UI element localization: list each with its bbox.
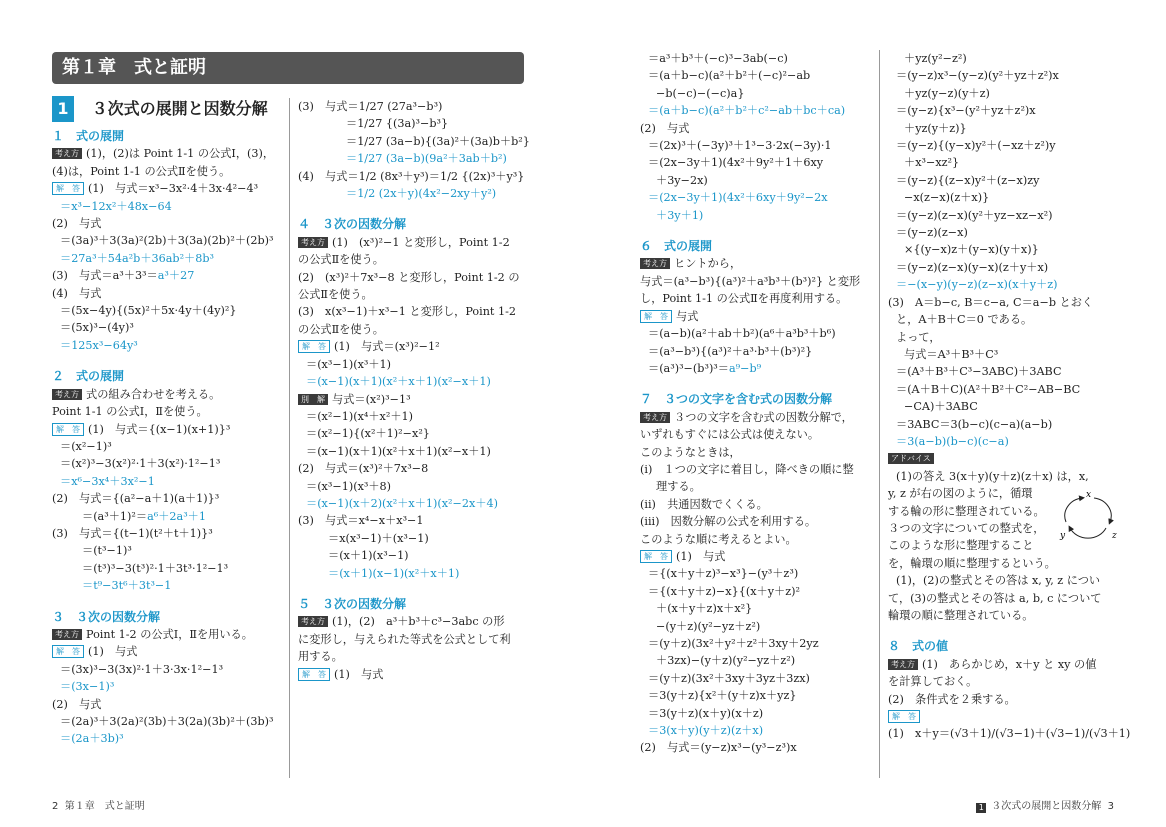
line-text: (1) 与式 [334, 667, 384, 681]
text-line: ＝(2x)³＋(−3y)³＋1³−3·2x(−3y)·1 [648, 139, 832, 153]
text-line: ＝(3a)³＋3(3a)²(2b)＋3(3a)(2b)²＋(2b)³ [60, 234, 274, 248]
answer-text: a³＋27 [157, 269, 195, 283]
text-line: (3) A＝b−c, B＝c−a, C＝a−b とおく [888, 295, 1094, 309]
text-line: (2) 条件式を２乗する。 [888, 692, 1016, 706]
spacer [640, 224, 872, 238]
cycle-arrow-zy [1070, 528, 1106, 538]
line-text: 式の組み合わせを考える。 [86, 387, 221, 401]
labeled-line [298, 391, 530, 408]
problem-heading [52, 128, 288, 145]
text-line: このような順に考えるとよい。 [640, 532, 797, 546]
text-line: 用する。 [298, 650, 343, 664]
text-line: ＝3(y＋z)(x＋y)(x＋z) [648, 706, 764, 720]
text-line: 公式Ⅱを使う。 [298, 288, 373, 302]
labeled-line [298, 234, 530, 251]
text-line: (2) 与式 [52, 697, 102, 711]
text-line: (3) x(x³−1)＋x³−1 と変形し，Point 1-2 [298, 305, 516, 319]
text-line: (3) 与式＝1/27 (27a³−b³) [298, 100, 443, 113]
labeled-line [52, 145, 288, 162]
text-line: ＋3zx)−(y＋z)(y²−yz＋z²) [656, 654, 796, 668]
labeled-line [888, 656, 1120, 673]
section-number-badge: 1 [52, 96, 74, 122]
footer-right-page-number: 3 [1107, 801, 1114, 812]
text-line: ＋yz(y＋z)} [904, 121, 967, 135]
footer-right [976, 797, 1114, 813]
cycle-label-z: z [1112, 531, 1117, 540]
answer-line: ＝(2x−3y＋1)(4x²＋6xy＋9y²−2x [648, 191, 828, 205]
labeled-line [640, 308, 872, 325]
answer-line: ＝(3x−1)³ [60, 680, 115, 694]
text-line: する輪の形に整理されている。 [888, 504, 1045, 518]
text-line: (1)の答え 3(x＋y)(y＋z)(z＋x) は，x, [896, 469, 1089, 483]
text-line: ＋x³−xz²} [904, 156, 960, 170]
text-line: ３つの文字についての整式を， [888, 521, 1045, 535]
text-line: このようなときは， [640, 445, 741, 459]
text-line: いずれもすぐには公式は使えない。 [640, 428, 820, 442]
line-text: (1)，(2) a³＋b³＋c³−3abc の形 [332, 615, 505, 629]
column-divider-left [289, 98, 290, 778]
labeled-line [298, 338, 530, 355]
text-line: ＝(x²)³−3(x²)²·1＋3(x²)·1²−1³ [60, 457, 221, 471]
equation-line [52, 267, 288, 284]
text-line: (2) 与式 [52, 217, 102, 231]
section-title [52, 96, 268, 122]
spacer [888, 624, 1120, 638]
labeled-line [888, 708, 1120, 725]
text-line: よって， [896, 330, 941, 344]
spacer [298, 202, 530, 216]
labeled-line [52, 643, 288, 660]
answer-line: ＝t⁹−3t⁶＋3t³−1 [82, 579, 172, 593]
text-line: ＝(y−z)(z−x)(y−x)(z＋y＋x) [896, 260, 1049, 274]
answer-line: ＝−(x−y)(y−z)(z−x)(x＋y＋z) [896, 278, 1058, 292]
label-tag: 考え方 [298, 616, 328, 627]
text-line: と，A＋B＋C＝0 である。 [896, 313, 1033, 327]
labeled-line [640, 255, 872, 272]
problem-heading [888, 638, 1120, 655]
answer-line: ＝(x＋1)(x−1)(x²＋x＋1) [328, 566, 460, 580]
text-line: (2) (x³)²＋7x³−8 と変形し，Point 1-2 の [298, 270, 520, 284]
text-line: ＝3ABC＝3(b−c)(c−a)(a−b) [896, 417, 1053, 431]
text-line: に変形し，与えられた等式を公式として利 [298, 632, 511, 646]
equation-line [640, 360, 872, 377]
cycle-label-y: y [1060, 531, 1066, 540]
text-line: ＋yz(y−z)(y＋z) [904, 86, 990, 100]
text-line: ＝(a−b)(a²＋ab＋b²)(a⁶＋a³b³＋b⁶) [648, 327, 836, 341]
chapter-title: 第１章 式と証明 [62, 57, 206, 78]
label-tag: 解 答 [888, 710, 920, 723]
answer-text: a⁶＋2a³＋1 [147, 509, 206, 523]
text-line: ＝(x²−1)³ [60, 439, 112, 453]
text-line: ＝3(y＋z){x²＋(y＋z)x＋yz} [648, 689, 797, 703]
line-text: (1) (x³)²−1 と変形し，Point 1-2 [332, 235, 510, 249]
text-line: (3) 与式＝x⁴−x＋x³−1 [298, 514, 424, 528]
text-line: ×{(y−x)z＋(y−x)(y＋x)} [904, 243, 1039, 257]
text-line: ＝(x²−1)(x⁴＋x²＋1) [306, 409, 414, 423]
text-line: ＝{(x＋y＋z)−x}{(x＋y＋z)² [648, 584, 800, 598]
answer-line: ＋3y＋1) [656, 208, 704, 222]
text-line: ＝(x³−1)(x³＋1) [306, 357, 392, 371]
problem-heading-text: ３ ３次の因数分解 [52, 609, 161, 624]
problem-heading-text: ２ 式の展開 [52, 369, 125, 384]
problem-heading [52, 609, 288, 626]
text-line: ＝(y−z){(y−x)y²＋(−xz＋z²)y [896, 139, 1056, 153]
text-line: −b(−c)−(−c)a} [656, 86, 745, 100]
spacer [52, 595, 288, 609]
text-line: 与式＝A³＋B³＋C³ [904, 347, 999, 361]
answer-line: ＝3(x＋y)(y＋z)(z＋x) [648, 724, 764, 738]
cycle-label-x: x [1086, 490, 1092, 500]
text-line: ＝{(x＋y＋z)³−x³}−(y³＋z³) [648, 567, 799, 581]
text-line: (ii) 共通因数でくくる。 [640, 497, 768, 511]
problem-heading [52, 368, 288, 385]
text-line: ＝(y−z)(z−x)(y²＋yz−xz−x²) [896, 208, 1053, 222]
label-tag: 考え方 [52, 389, 82, 400]
label-tag: 考え方 [298, 237, 328, 248]
label-tag: 考え方 [640, 412, 670, 423]
answer-line: ＝x³−12x²＋48x−64 [60, 199, 172, 213]
text-line: ＝(a＋b−c)(a²＋b²＋(−c)²−ab [648, 69, 811, 83]
line-text: (1)，(2)は Point 1-1 の公式Ⅰ，(3)， [86, 147, 275, 161]
line-text: (1) あらかじめ，x＋y と xy の値 [922, 657, 1097, 671]
label-tag: 解 答 [640, 310, 672, 323]
line-text: ３つの文字を含む式の因数分解で， [674, 410, 853, 424]
line-text: (1) 与式＝(x³)²−1² [334, 340, 440, 354]
text-line: ＝(x−1)(x＋1)(x²＋x＋1)(x²−x＋1) [306, 444, 491, 458]
answer-line: ＝(x−1)(x＋2)(x²＋x＋1)(x²−2x＋4) [306, 496, 499, 510]
footer-left [52, 797, 145, 812]
text-line: ＝(x³−1)(x³＋8) [306, 479, 392, 493]
column-1 [52, 128, 288, 748]
text-line: y, z が右の図のように，循環 [888, 487, 1033, 501]
text-line: の公式Ⅱを使う。 [298, 322, 384, 336]
labeled-line [298, 613, 530, 630]
labeled-line [52, 626, 288, 643]
text-line: (4) 与式＝1/2 (8x³＋y³)＝1/2 {(2x)³＋y³} [298, 169, 525, 183]
text-line: ＝(y−z)x³−(y−z)(y²＋yz＋z²)x [896, 69, 1059, 83]
cycle-arrow-xz [1094, 498, 1111, 522]
text-line: 理する。 [656, 480, 701, 494]
section-title-text: ３次式の展開と因数分解 [91, 99, 268, 118]
column-3 [640, 50, 872, 757]
cycle-arrow-yx [1065, 498, 1082, 522]
text-line: 輪環の順に整理されている。 [888, 609, 1034, 622]
line-text: (1) 与式 [88, 645, 138, 659]
text-line: ＝(y−z)(z−x) [896, 226, 968, 240]
text-line: ＝(y−z){x³−(y²＋yz＋z²)x [896, 104, 1036, 118]
problem-heading-text: ８ 式の値 [888, 639, 949, 654]
label-tag: 別 解 [298, 394, 328, 405]
label-tag: 解 答 [298, 668, 330, 681]
text-line: (2) 与式＝(x³)²＋7x³−8 [298, 462, 429, 476]
answer-line: ＝27a³＋54a²b＋36ab²＋8b³ [60, 251, 215, 265]
problem-heading-text: ５ ３次の因数分解 [298, 596, 407, 611]
spacer [298, 582, 530, 596]
text-line: ＝(y＋z)(3x²＋3xy＋3yz＋3zx) [648, 671, 810, 685]
problem-heading-text: ４ ３次の因数分解 [298, 217, 407, 232]
labeled-line [298, 666, 530, 683]
text-line: (iii) 因数分解の公式を利用する。 [640, 515, 817, 529]
labeled-line [888, 450, 1120, 467]
equation-text: ＝(a³)³−(b³)³＝ [648, 361, 729, 375]
problem-heading-text: １ 式の展開 [52, 129, 125, 143]
label-tag: 考え方 [52, 148, 82, 159]
answer-line: ＝(x−1)(x＋1)(x²＋x＋1)(x²−x＋1) [306, 375, 491, 389]
answer-line: ＝(a＋b−c)(a²＋b²＋c²−ab＋bc＋ca) [648, 104, 846, 118]
text-line: (4)は，Point 1-1 の公式Ⅱを使う。 [52, 164, 231, 178]
text-line: て，(3)の整式とその答は a, b, c について [888, 591, 1102, 605]
answer-line: ＝125x³−64y³ [60, 338, 138, 352]
problem-heading [640, 391, 872, 408]
text-line: ＝x(x³−1)＋(x³−1) [328, 531, 429, 545]
labeled-line [52, 386, 288, 403]
label-tag: アドバイス [888, 453, 934, 464]
line-text: Point 1-2 の公式Ⅰ，Ⅱを用いる。 [86, 627, 253, 641]
text-line: ＝1/27 {(3a)³−b³} [346, 117, 449, 131]
text-line: (2) 与式＝{(a²−a＋1)(a＋1)}³ [52, 492, 220, 506]
text-line: (2) 与式 [640, 121, 690, 135]
label-tag: 解 答 [640, 550, 672, 563]
labeled-line [52, 421, 288, 438]
text-line: ＝(t³)³−3(t³)²·1＋3t³·1²−1³ [82, 561, 229, 575]
label-tag: 考え方 [640, 258, 670, 269]
labeled-line [640, 548, 872, 565]
text-line: を，輪環の順に整理するという。 [888, 556, 1056, 570]
equation-text: (3) 与式＝a³＋3³＝ [52, 269, 158, 283]
text-line: 与式＝(a³−b³){(a³)²＋a³b³＋(b³)²} と変形 [640, 274, 861, 288]
column-2 [298, 98, 530, 683]
answer-line: ＝1/2 (2x＋y)(4x²−2xy＋y²) [346, 187, 497, 201]
footer-left-chapter: 第１章 式と証明 [64, 801, 145, 812]
text-line: (1) x＋y＝(√3＋1)/(√3−1)＋(√3−1)/(√3＋1) [888, 727, 1131, 741]
problem-heading [640, 238, 872, 255]
text-line: ＝(5x)³−(4y)³ [60, 321, 134, 335]
labeled-line [52, 180, 288, 197]
line-text: (1) 与式＝x³−3x²·4＋3x·4²−4³ [88, 182, 259, 196]
text-line: ＋yz(y²−z²) [904, 52, 967, 65]
problem-heading-text: ７ ３つの文字を含む式の因数分解 [640, 392, 833, 407]
text-line: ＝(y＋z)(3x²＋y²＋z²＋3xy＋2yz [648, 637, 819, 650]
label-tag: 解 答 [52, 182, 84, 195]
text-line: ＝(x＋1)(x³−1) [328, 549, 409, 563]
equation-line [52, 508, 288, 525]
line-text: (1) 与式 [676, 549, 726, 563]
column-4 [888, 50, 1131, 743]
equation-text: ＝(a³＋1)²＝ [82, 509, 148, 523]
text-line: ＋3y−2x) [656, 173, 708, 187]
line-text: ヒントから， [674, 257, 742, 271]
text-line: ＝(2a)³＋3(2a)²(3b)＋3(2a)(3b)²＋(3b)³ [60, 715, 274, 728]
text-line: −(y＋z)(y²−yz＋z²) [656, 619, 761, 633]
text-line: −x(z−x)(z＋x)} [904, 191, 990, 205]
text-line: ＝(2x−3y＋1)(4x²＋9y²＋1＋6xy [648, 156, 824, 170]
label-tag: 解 答 [298, 340, 330, 353]
text-line: (1)，(2)の整式とその答は x, y, z につい [896, 574, 1101, 588]
spacer [52, 354, 288, 368]
line-text: (1) 与式＝{(x−1)(x+1)}³ [88, 422, 231, 436]
problem-heading-text: ６ 式の展開 [640, 239, 713, 254]
text-line: ＝(5x−4y){(5x)²＋5x·4y＋(4y)²} [60, 304, 237, 318]
text-line: (4) 与式 [52, 286, 102, 300]
answer-text: a⁹−b⁹ [728, 361, 762, 375]
text-line: このような形に整理すること [888, 539, 1034, 553]
problem-heading [298, 216, 530, 233]
text-line: −CA)＋3ABC [904, 400, 978, 414]
text-line: ＋(x＋y＋z)x＋x²} [656, 602, 753, 616]
footer-section-badge: 1 [976, 803, 986, 813]
text-line: の公式Ⅱを使う。 [298, 253, 384, 267]
footer-right-section: ３次式の展開と因数分解 [991, 801, 1102, 812]
text-line: ＝(t³−1)³ [82, 544, 132, 558]
text-line: ＝(x²−1){(x²＋1)²−x²} [306, 427, 430, 441]
answer-line: ＝1/27 (3a−b)(9a²＋3ab＋b²) [346, 152, 507, 166]
text-line: ＝(a³−b³){(a³)²＋a³·b³＋(b³)²} [648, 344, 813, 358]
text-line: ＝(A＋B＋C)(A²＋B²＋C²−AB−BC [896, 382, 1081, 396]
answer-line: ＝3(a−b)(b−c)(c−a) [896, 434, 1009, 448]
text-line: ＝(3x)³−3(3x)²·1＋3·3x·1²−1³ [60, 662, 224, 676]
cycle-diagram [1058, 488, 1120, 540]
label-tag: 考え方 [52, 629, 82, 640]
text-line: を計算しておく。 [888, 675, 978, 689]
label-tag: 解 答 [52, 645, 84, 658]
line-text: 与式 [676, 309, 699, 323]
line-text: 与式＝(x²)³−1³ [332, 392, 411, 406]
text-line: Point 1-1 の公式Ⅰ，Ⅱを使う。 [52, 405, 208, 419]
column-divider-right [879, 50, 880, 778]
chapter-title-bar [52, 52, 524, 84]
answer-line: ＝x⁶−3x⁴＋3x²−1 [60, 474, 155, 488]
text-line: (2) 与式＝(y−z)x³−(y³−z³)x [640, 741, 797, 755]
labeled-line [640, 409, 872, 426]
text-line: (3) 与式＝{(t−1)(t²＋t＋1)}³ [52, 526, 213, 540]
label-tag: 解 答 [52, 423, 84, 436]
text-line: ＝(y−z){(z−x)y²＋(z−x)zy [896, 173, 1040, 187]
label-tag: 考え方 [888, 659, 918, 670]
text-line: し，Point 1-1 の公式Ⅱを再度利用する。 [640, 292, 848, 306]
problem-heading [298, 596, 530, 613]
footer-left-page-number: 2 [52, 801, 59, 812]
text-line: ＝(A³＋B³＋C³−3ABC)＋3ABC [896, 365, 1062, 379]
text-line: (i) １つの文字に着目し，降べきの順に整 [640, 462, 854, 476]
answer-line: ＝(2a＋3b)³ [60, 732, 124, 746]
spacer [640, 377, 872, 391]
text-line: ＝1/27 (3a−b){(3a)²＋(3a)b＋b²} [346, 134, 530, 148]
text-line: ＝a³＋b³＋(−c)³−3ab(−c) [648, 52, 788, 65]
